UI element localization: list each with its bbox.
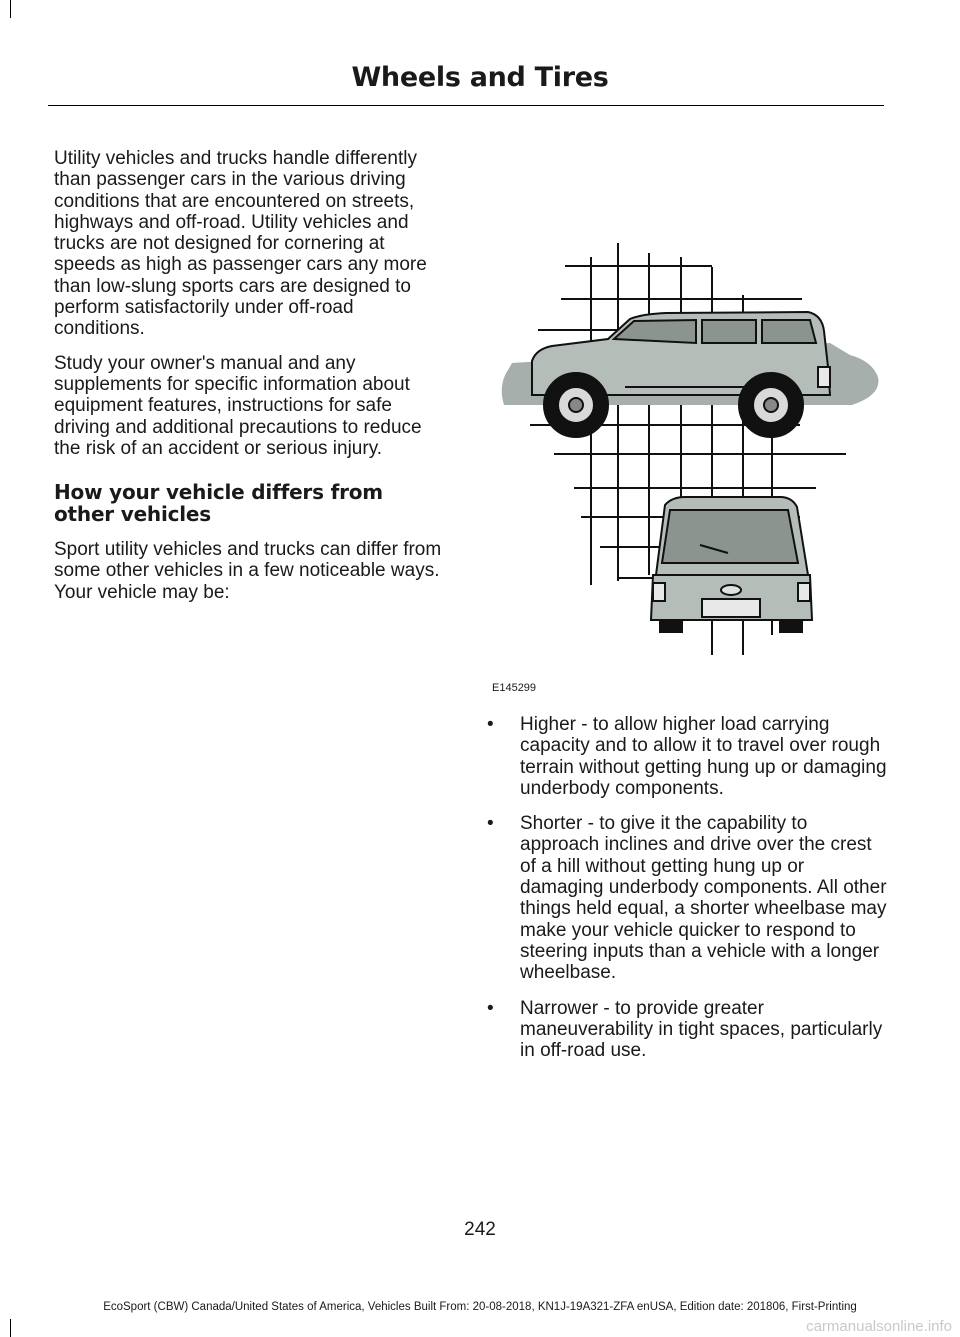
crop-mark-top-left [10,0,11,18]
figure-id: E145299 [492,682,537,694]
list-item-text: Narrower - to provide greater maneuverability in tight spaces, particularly in off-road use. [520,997,883,1062]
list-item [478,813,888,983]
section-heading: How your vehicle differs from other vehicles [54,480,383,527]
left-column [54,148,448,616]
watermark: carmanualsonline.info [806,1318,952,1335]
bullet-marker: • [487,997,494,1019]
rear-view-suv [651,497,812,632]
page-number: 242 [464,1219,496,1240]
paragraph-utility-vehicles: Utility vehicles and trucks handle differently than passenger cars in the various driving conditions that are encountered on streets, highways and off-road. Utility vehicles and trucks are not designed for cornering at speeds as high as passenger cars any more than low-slung sports cars are designed to perform satisfactorily under off-road conditions. [54,148,427,340]
list-item [478,998,888,1062]
bullet-list [478,714,888,1075]
header-rule [48,105,884,106]
list-item-text: Higher - to allow higher load carrying capacity and to allow it to travel over rough terrain without getting hung up or damaging underbody components. [520,714,887,799]
footer-text: EcoSport (CBW) Canada/United States of America, Vehicles Built From: 20-08-2018, KN1J-19A321-ZFA enUSA, Edition date: 201806, First-Printing [103,1301,857,1313]
bullet-marker: • [487,714,494,735]
page-title: Wheels and Tires [351,62,609,93]
list-item [478,714,888,799]
list-item-text: Shorter - to give it the capability to approach inclines and drive over the crest of a hill without getting hung up or damaging underbody components. All other things held equal, a shorter wheelbase may make your vehicle quicker to respond to steering inputs than a vehicle with a longer wheelbase. [520,813,887,984]
paragraph-owners-manual: Study your owner's manual and any supplements for specific information about equipment features, instructions for safe driving and additional precautions to reduce the risk of an accident or serious injury. [54,352,422,459]
vehicle-illustration [490,235,890,700]
paragraph-sport-utility: Sport utility vehicles and trucks can differ from some other vehicles in a few noticeable ways. Your vehicle may be: [54,539,442,603]
crop-mark-bottom-left [10,1319,11,1337]
bullet-marker: • [487,813,494,835]
